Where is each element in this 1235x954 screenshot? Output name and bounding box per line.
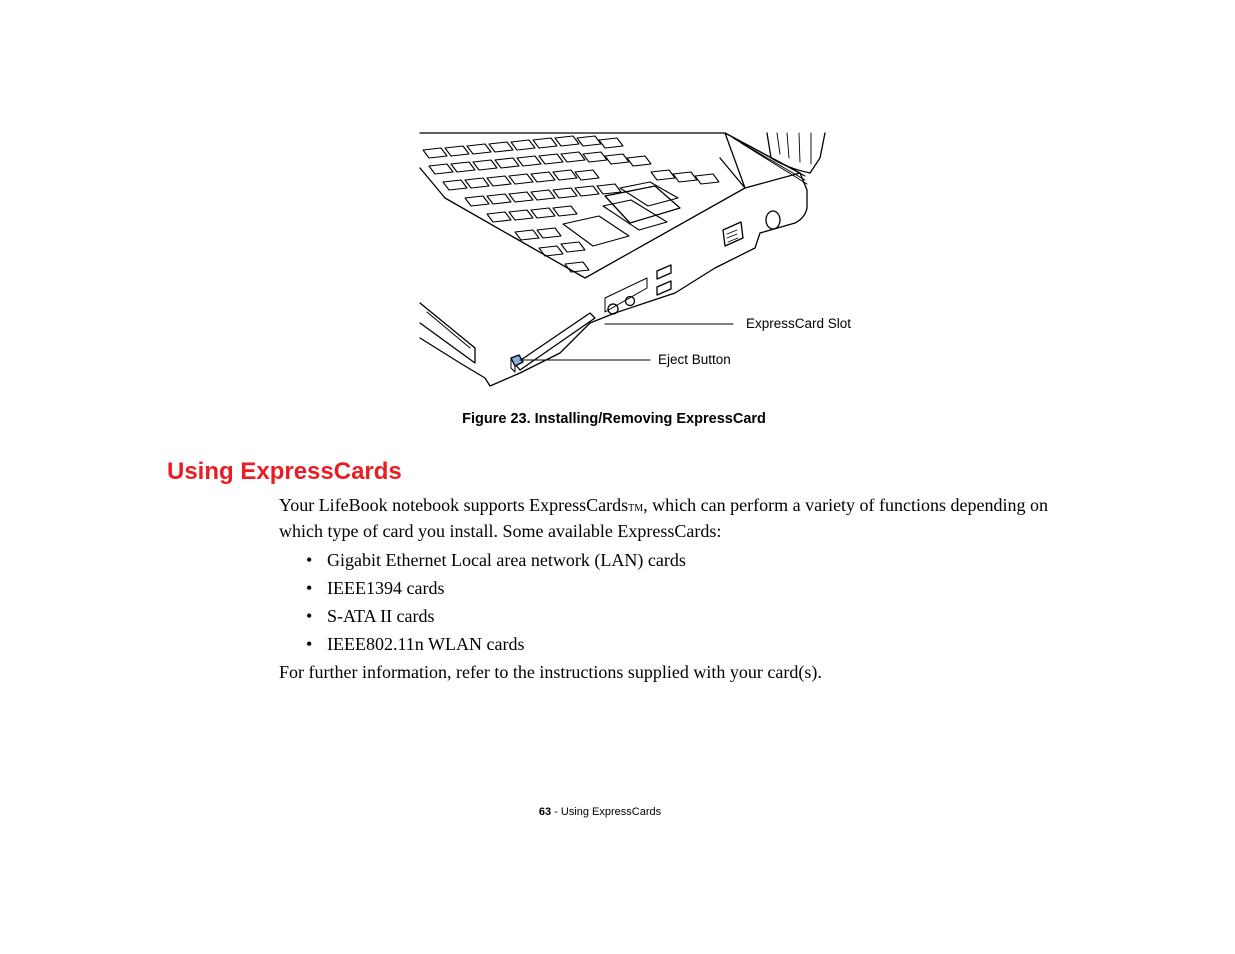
bullet-icon: •: [306, 550, 313, 570]
footer-separator: -: [551, 806, 561, 818]
bullet-icon: •: [306, 634, 313, 654]
hinge-edge: [725, 133, 800, 188]
footer-section-title: Using ExpressCards: [560, 806, 662, 818]
list-item-text: IEEE1394 cards: [327, 578, 445, 598]
usb-port-1: [657, 265, 671, 279]
expresscard-slot-label: ExpressCard Slot: [746, 316, 852, 331]
intro-paragraph: [279, 494, 1079, 542]
expresscard-list: [306, 549, 686, 661]
eject-button-label: Eject Button: [658, 352, 731, 367]
page-footer: [0, 806, 1200, 818]
expresscard-figure: [415, 128, 865, 393]
bullet-icon: •: [306, 578, 313, 598]
list-item: [306, 633, 686, 661]
list-item: [306, 549, 686, 577]
figure-caption: Figure 23. Installing/Removing ExpressCard: [462, 411, 766, 427]
intro-text-end: , which can perform a variety of functions depending on which type of card you install. Some available ExpressCards:: [279, 495, 1049, 541]
usb-port-2: [657, 281, 671, 295]
display-hinge: [767, 133, 825, 173]
list-item-text: IEEE802.11n WLAN cards: [327, 634, 525, 654]
intro-text-start: Your LifeBook notebook supports ExpressCards: [279, 495, 629, 515]
expresscard-slot: [515, 313, 595, 370]
laptop-illustration: [415, 128, 865, 393]
section-heading: Using ExpressCards: [167, 458, 402, 485]
bullet-icon: •: [306, 606, 313, 626]
list-item: [306, 577, 686, 605]
page-number: 63: [538, 806, 552, 818]
laptop-body-outline: [420, 133, 807, 386]
list-item-text: Gigabit Ethernet Local area network (LAN) cards: [327, 550, 686, 570]
trademark-mark: TM: [628, 503, 644, 514]
front-lip: [420, 303, 475, 363]
vga-port: [723, 222, 743, 246]
closing-paragraph: For further information, refer to the instructions supplied with your card(s).: [279, 662, 822, 682]
list-item-text: S-ATA II cards: [327, 606, 435, 626]
security-lock: [766, 211, 780, 229]
touchpad: [605, 186, 680, 223]
list-item: [306, 605, 686, 633]
